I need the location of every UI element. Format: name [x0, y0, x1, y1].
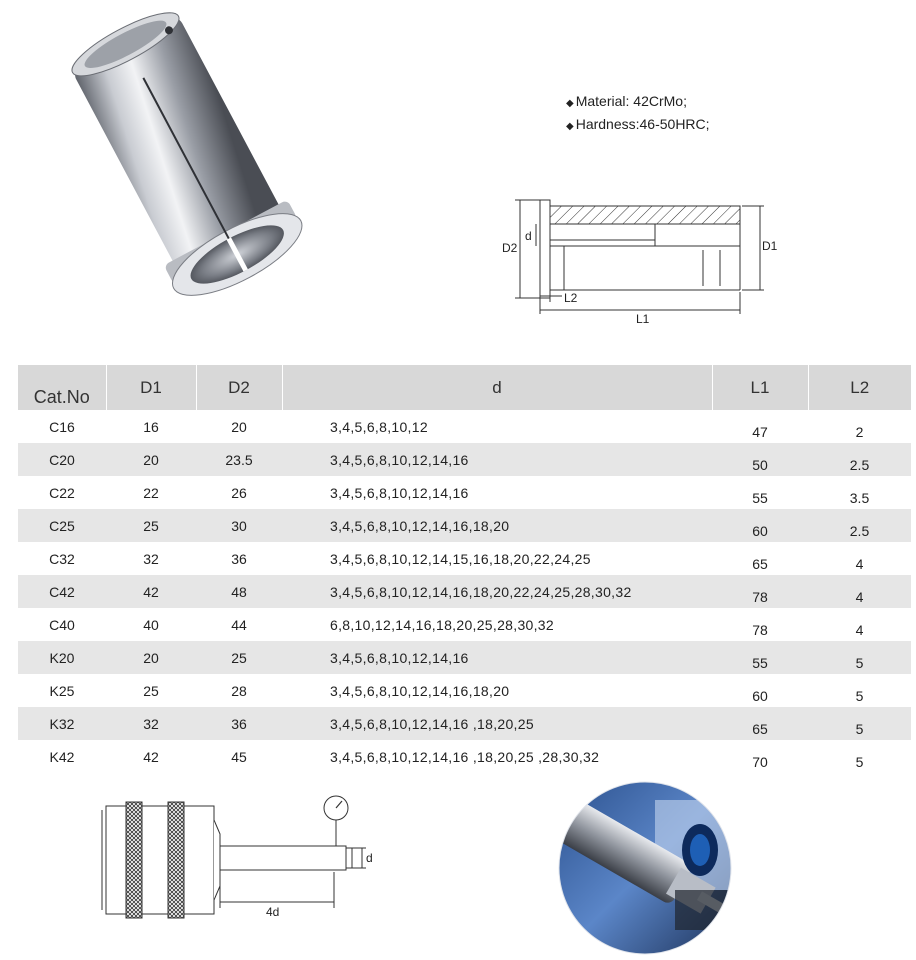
- table-row: [18, 608, 911, 641]
- cell-l2: 2: [855, 424, 864, 440]
- cell-l2: 4: [855, 556, 864, 572]
- cell-l1: 55: [752, 490, 768, 506]
- cell-d1: 25: [106, 509, 196, 542]
- d2-dim-label: D2: [502, 241, 518, 255]
- cell-d: 3,4,5,6,8,10,12,14,15,16,18,20,22,24,25: [330, 550, 591, 567]
- table-row: [18, 542, 911, 575]
- cross-section-diagram: [498, 190, 778, 330]
- table-header-row: [18, 365, 911, 410]
- cell-cat: C25: [18, 509, 106, 542]
- table-row: [18, 476, 911, 509]
- header-catno: Cat.No: [18, 365, 106, 410]
- cell-d: 3,4,5,6,8,10,12,14,16 ,18,20,25: [282, 707, 712, 740]
- table-row: [18, 575, 911, 608]
- cell-l1: 70: [752, 754, 768, 770]
- cell-cat: K42: [49, 748, 75, 765]
- table-row: [18, 509, 911, 542]
- cell-cat: K20: [18, 641, 106, 674]
- cell-d2: 36: [231, 550, 247, 567]
- table-row: [18, 707, 911, 740]
- cell-d1: 42: [106, 575, 196, 608]
- d-dim-label: d: [366, 851, 373, 865]
- specs-block: [566, 91, 710, 137]
- cell-d2: 26: [231, 484, 247, 501]
- cell-l2: 4: [808, 575, 911, 608]
- cell-l1: 78: [752, 622, 768, 638]
- cell-d1: 40: [143, 616, 159, 633]
- cell-d2: 48: [196, 575, 282, 608]
- l2-dim-label: L2: [564, 291, 578, 305]
- cell-d2: 25: [196, 641, 282, 674]
- cell-d1: 20: [106, 641, 196, 674]
- table-row: [18, 410, 911, 443]
- cell-d1: 32: [106, 707, 196, 740]
- cell-cat: C40: [49, 616, 75, 633]
- cell-d2: 30: [196, 509, 282, 542]
- cell-d2: 28: [231, 682, 247, 699]
- table-row: [18, 443, 911, 476]
- cell-cat: K32: [18, 707, 106, 740]
- hardness-label: Hardness:: [575, 116, 640, 132]
- product-photo: [55, 5, 325, 305]
- runout-diagram: [98, 790, 388, 930]
- diamond-bullet-icon: ◆: [566, 98, 574, 109]
- cell-l2: 5: [855, 688, 864, 704]
- table-row: [18, 740, 911, 773]
- cell-cat: K25: [49, 682, 75, 699]
- d1-dim-label: D1: [762, 239, 778, 253]
- header-d2: D2: [196, 365, 282, 410]
- cell-d: 6,8,10,12,14,16,18,20,25,28,30,32: [330, 616, 554, 633]
- header-d: d: [282, 365, 712, 410]
- table-row: [18, 674, 911, 707]
- cell-d2: 23.5: [196, 443, 282, 476]
- cell-l1: 60: [752, 688, 768, 704]
- cell-d1: 22: [143, 484, 159, 501]
- cell-l1: 65: [752, 556, 768, 572]
- cell-l2: 4: [855, 622, 864, 638]
- header-l2: L2: [808, 365, 911, 410]
- cell-d: 3,4,5,6,8,10,12,14,16: [282, 443, 712, 476]
- spec-table: [18, 365, 911, 773]
- cell-d: 3,4,5,6,8,10,12,14,16: [330, 484, 469, 501]
- cell-d1: 16: [143, 418, 159, 435]
- cell-d1: 20: [106, 443, 196, 476]
- material-spec: [566, 91, 710, 114]
- cell-l2: 3.5: [849, 490, 870, 506]
- cell-d2: 45: [231, 748, 247, 765]
- header-d1: D1: [106, 365, 196, 410]
- material-label: Material:: [575, 93, 630, 109]
- cell-cat: C20: [18, 443, 106, 476]
- four-d-dim-label: 4d: [266, 905, 280, 919]
- cell-cat: C22: [49, 484, 75, 501]
- cell-l1: 47: [752, 424, 768, 440]
- cell-d: 3,4,5,6,8,10,12,14,16: [282, 641, 712, 674]
- table-row: [18, 641, 911, 674]
- cell-l1: 78: [712, 575, 808, 608]
- cell-d: 3,4,5,6,8,10,12,14,16,18,20,22,24,25,28,30,32: [282, 575, 712, 608]
- cell-d: 3,4,5,6,8,10,12,14,16,18,20: [282, 509, 712, 542]
- cell-l2: 5: [808, 707, 911, 740]
- hardness-value: 46-50HRC;: [639, 116, 710, 132]
- cell-cat: C32: [49, 550, 75, 567]
- cell-l1: 60: [712, 509, 808, 542]
- l1-dim-label: L1: [636, 312, 650, 326]
- d-dim-label: d: [525, 229, 532, 243]
- material-value: 42CrMo;: [633, 93, 687, 109]
- cell-d: 3,4,5,6,8,10,12,14,16,18,20: [330, 682, 510, 699]
- cell-l1: 65: [712, 707, 808, 740]
- cell-d1: 42: [143, 748, 159, 765]
- header-l1: L1: [712, 365, 808, 410]
- cell-d1: 32: [143, 550, 159, 567]
- cell-l1: 50: [712, 443, 808, 476]
- cell-l2: 2.5: [808, 443, 911, 476]
- hardness-spec: [566, 114, 710, 137]
- cell-cat: C16: [49, 418, 75, 435]
- cell-d1: 25: [143, 682, 159, 699]
- cell-l2: 2.5: [808, 509, 911, 542]
- cell-l2: 5: [808, 641, 911, 674]
- cell-d: 3,4,5,6,8,10,12: [330, 418, 428, 435]
- cell-l1: 55: [712, 641, 808, 674]
- cell-cat: C42: [18, 575, 106, 608]
- cell-d2: 36: [196, 707, 282, 740]
- dial-gauge-icon: [324, 796, 348, 820]
- cell-d2: 44: [231, 616, 247, 633]
- lathe-machining-photo: [555, 780, 735, 960]
- cell-d2: 20: [231, 418, 247, 435]
- diamond-bullet-icon: ◆: [566, 121, 574, 132]
- cell-d: 3,4,5,6,8,10,12,14,16 ,18,20,25 ,28,30,32: [330, 748, 600, 765]
- cell-l2: 5: [855, 754, 864, 770]
